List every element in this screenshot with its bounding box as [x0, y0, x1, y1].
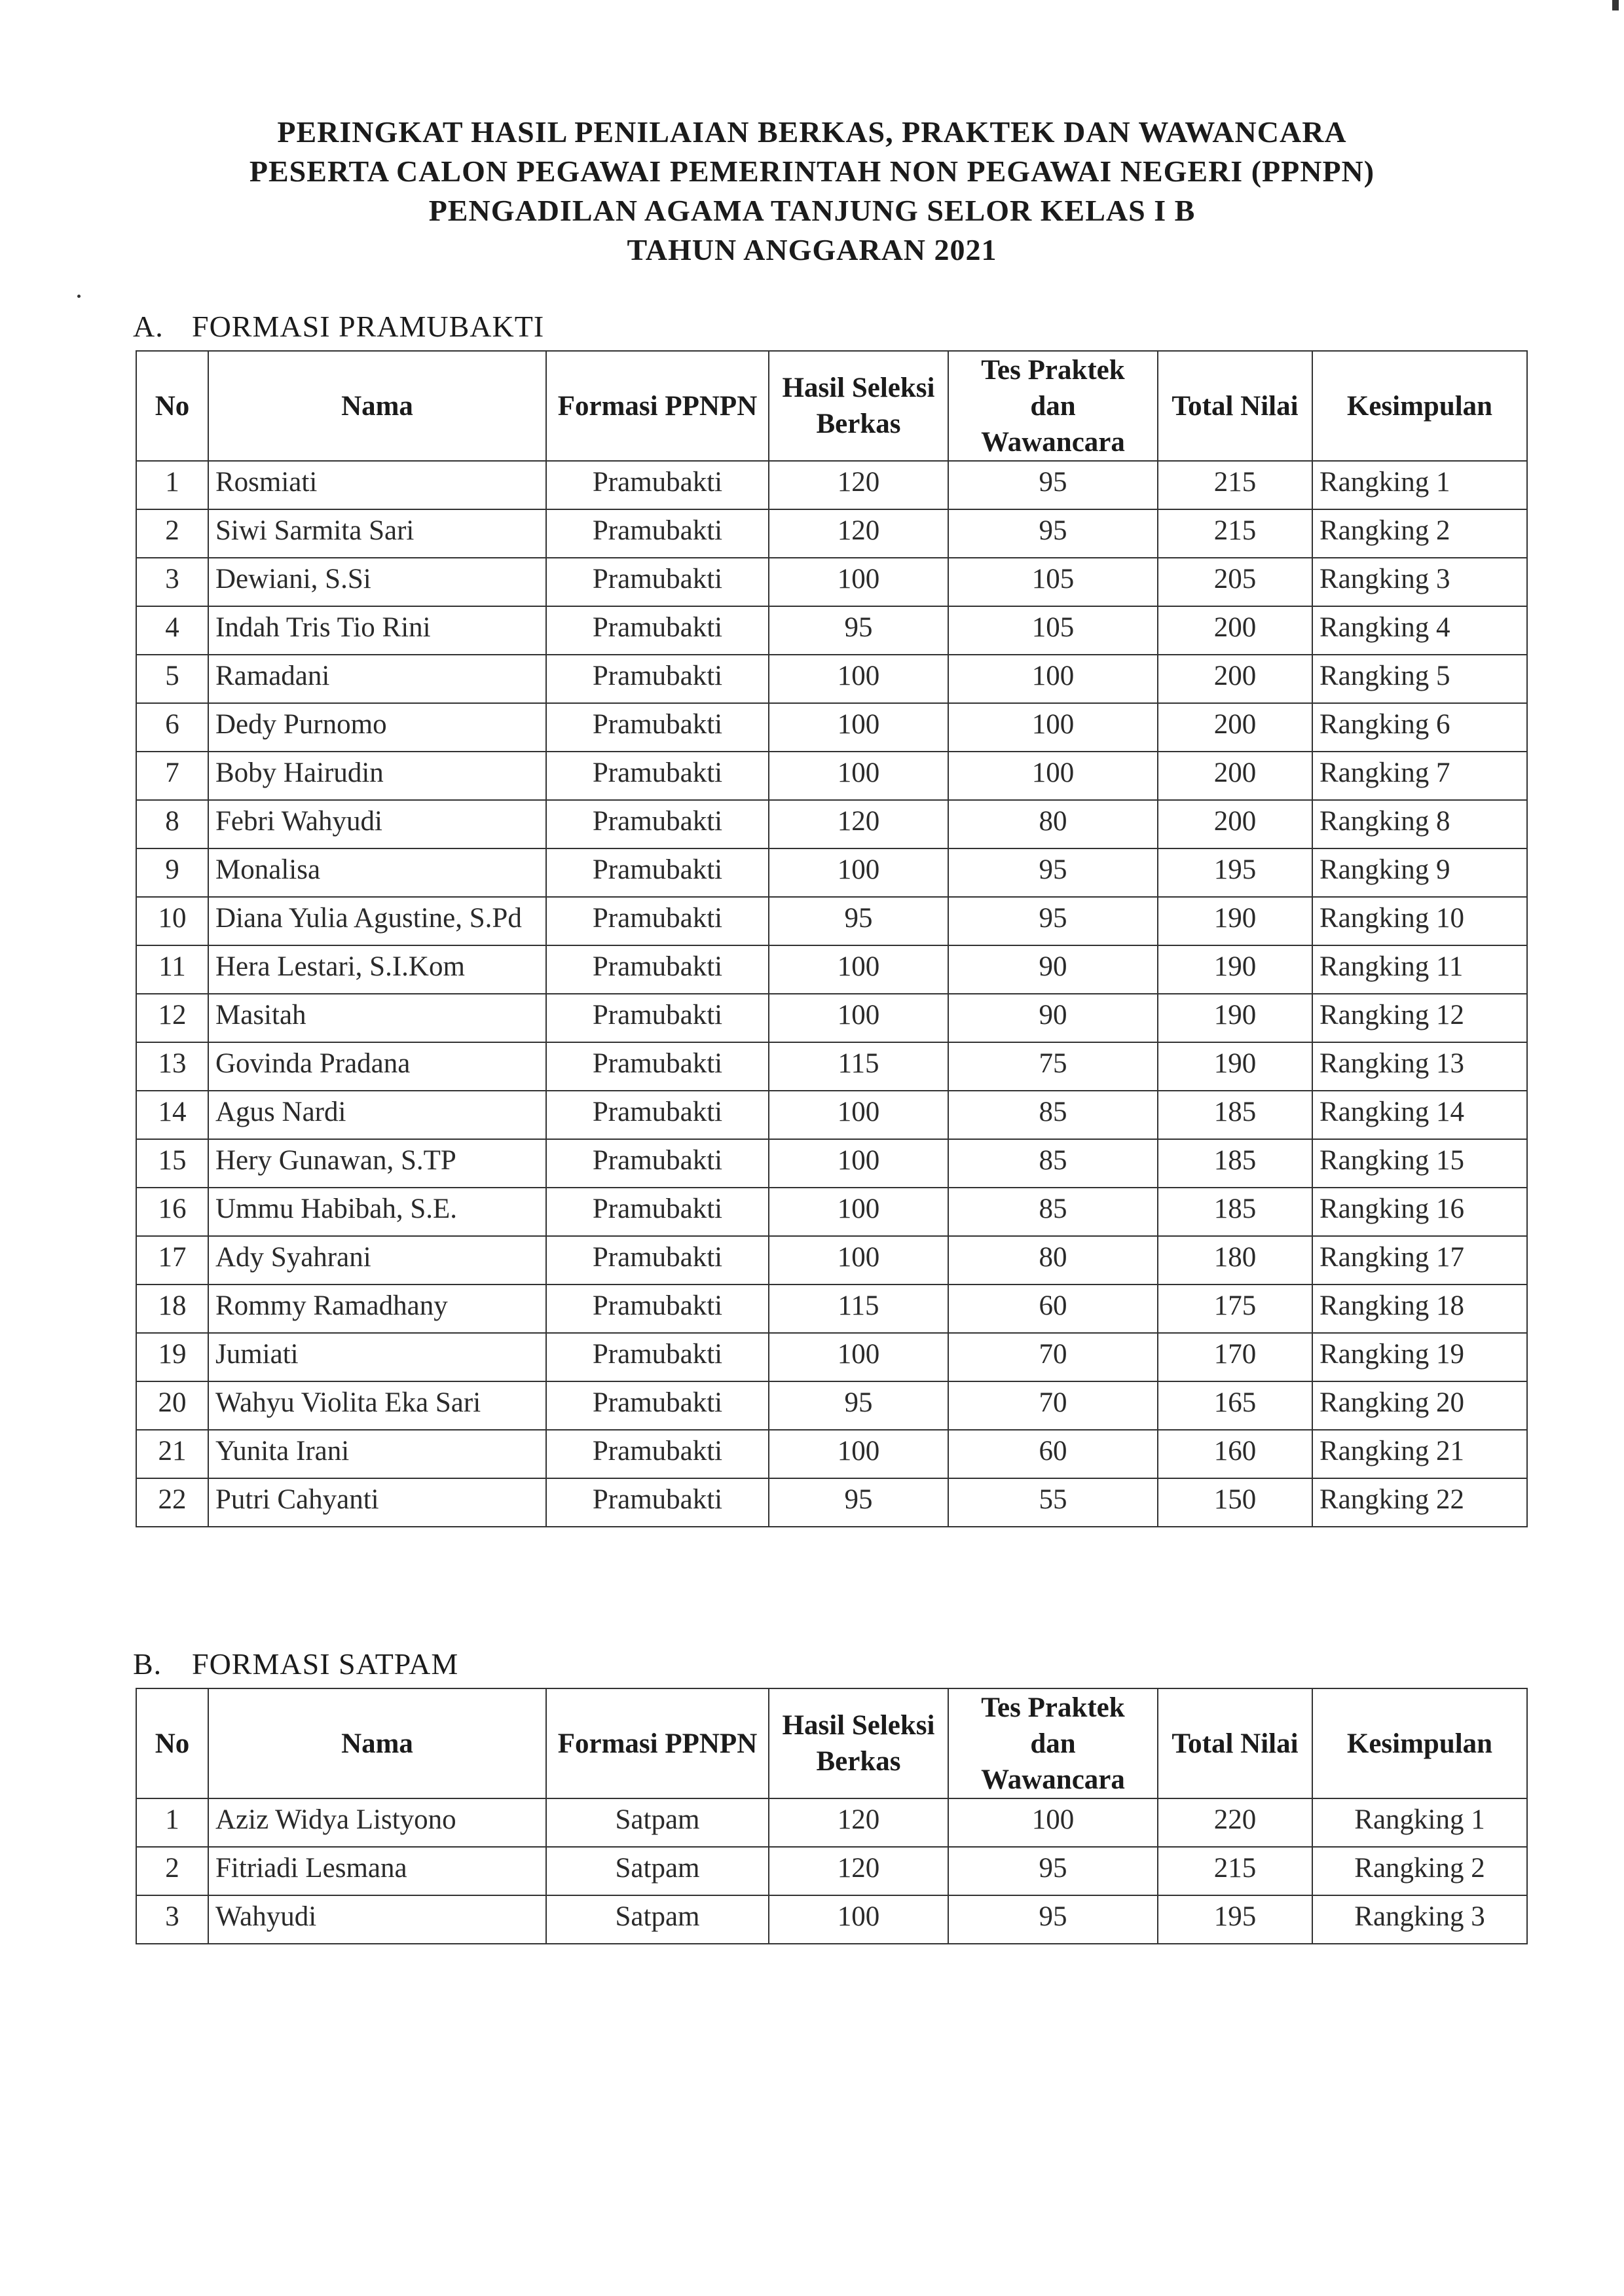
column-header-kesimpulan: Kesimpulan — [1312, 1688, 1527, 1798]
cell-praktek: 80 — [948, 800, 1158, 848]
cell-kesimpulan: Rangking 17 — [1312, 1236, 1527, 1285]
table-row — [136, 461, 1527, 509]
cell-nama: Jumiati — [208, 1333, 546, 1381]
column-header-formasi: Formasi PPNPN — [546, 351, 769, 461]
column-header-formasi: Formasi PPNPN — [546, 1688, 769, 1798]
cell-no: 1 — [136, 461, 208, 509]
cell-kesimpulan: Rangking 20 — [1312, 1381, 1527, 1430]
cell-total: 190 — [1158, 897, 1312, 945]
cell-berkas: 100 — [769, 1139, 948, 1188]
cell-kesimpulan: Rangking 2 — [1312, 509, 1527, 558]
table-row — [136, 1847, 1527, 1895]
ranking-table-satpam — [136, 1688, 1528, 1944]
cell-praktek: 55 — [948, 1478, 1158, 1527]
cell-formasi: Pramubakti — [546, 606, 769, 655]
cell-berkas: 115 — [769, 1042, 948, 1091]
cell-kesimpulan: Rangking 11 — [1312, 945, 1527, 994]
cell-no: 15 — [136, 1139, 208, 1188]
table-row — [136, 945, 1527, 994]
cell-nama: Rommy Ramadhany — [208, 1285, 546, 1333]
table-row — [136, 994, 1527, 1042]
title-line-1: PERINGKAT HASIL PENILAIAN BERKAS, PRAKTEK DAN WAWANCARA — [277, 115, 1347, 149]
cell-kesimpulan: Rangking 22 — [1312, 1478, 1527, 1527]
table-row — [136, 1430, 1527, 1478]
table-row — [136, 655, 1527, 703]
cell-total: 185 — [1158, 1139, 1312, 1188]
cell-no: 12 — [136, 994, 208, 1042]
cell-berkas: 95 — [769, 1381, 948, 1430]
cell-praktek: 75 — [948, 1042, 1158, 1091]
cell-praktek: 100 — [948, 1798, 1158, 1847]
cell-nama: Siwi Sarmita Sari — [208, 509, 546, 558]
table-row — [136, 848, 1527, 897]
table-header-row — [136, 1688, 1527, 1798]
cell-kesimpulan: Rangking 4 — [1312, 606, 1527, 655]
cell-kesimpulan: Rangking 3 — [1312, 558, 1527, 606]
cell-praktek: 100 — [948, 752, 1158, 800]
cell-berkas: 95 — [769, 897, 948, 945]
cell-nama: Aziz Widya Listyono — [208, 1798, 546, 1847]
cell-nama: Dedy Purnomo — [208, 703, 546, 752]
cell-formasi: Pramubakti — [546, 994, 769, 1042]
cell-no: 3 — [136, 1895, 208, 1944]
table-row — [136, 1478, 1527, 1527]
cell-total: 215 — [1158, 509, 1312, 558]
cell-total: 190 — [1158, 1042, 1312, 1091]
cell-praktek: 95 — [948, 1895, 1158, 1944]
column-header-no: No — [136, 351, 208, 461]
cell-praktek: 85 — [948, 1091, 1158, 1139]
cell-kesimpulan: Rangking 14 — [1312, 1091, 1527, 1139]
cell-berkas: 100 — [769, 1333, 948, 1381]
cell-formasi: Satpam — [546, 1798, 769, 1847]
cell-berkas: 100 — [769, 1430, 948, 1478]
cell-berkas: 100 — [769, 703, 948, 752]
cell-nama: Febri Wahyudi — [208, 800, 546, 848]
column-header-praktek: Tes Praktek dan Wawancara — [948, 1688, 1158, 1798]
cell-formasi: Pramubakti — [546, 1381, 769, 1430]
cell-praktek: 85 — [948, 1188, 1158, 1236]
cell-praktek: 85 — [948, 1139, 1158, 1188]
table-row — [136, 703, 1527, 752]
cell-nama: Ummu Habibah, S.E. — [208, 1188, 546, 1236]
cell-nama: Diana Yulia Agustine, S.Pd — [208, 897, 546, 945]
cell-berkas: 100 — [769, 1236, 948, 1285]
table-body — [136, 1798, 1527, 1944]
cell-nama: Wahyudi — [208, 1895, 546, 1944]
cell-no: 3 — [136, 558, 208, 606]
scan-mark-top-right — [1612, 0, 1619, 10]
cell-berkas: 100 — [769, 558, 948, 606]
table-row — [136, 1381, 1527, 1430]
cell-no: 22 — [136, 1478, 208, 1527]
cell-praktek: 105 — [948, 558, 1158, 606]
cell-praktek: 95 — [948, 461, 1158, 509]
cell-berkas: 100 — [769, 1091, 948, 1139]
cell-no: 16 — [136, 1188, 208, 1236]
ranking-table-pramubakti — [136, 350, 1528, 1527]
cell-no: 7 — [136, 752, 208, 800]
cell-formasi: Pramubakti — [546, 848, 769, 897]
cell-kesimpulan: Rangking 21 — [1312, 1430, 1527, 1478]
section-heading-pramubakti — [133, 309, 544, 344]
cell-berkas: 95 — [769, 1478, 948, 1527]
table-row — [136, 1895, 1527, 1944]
table-row — [136, 509, 1527, 558]
cell-kesimpulan: Rangking 10 — [1312, 897, 1527, 945]
column-header-no: No — [136, 1688, 208, 1798]
cell-kesimpulan: Rangking 2 — [1312, 1847, 1527, 1895]
cell-berkas: 100 — [769, 752, 948, 800]
table-body — [136, 461, 1527, 1527]
scan-dot-left — [77, 295, 81, 298]
table-row — [136, 1188, 1527, 1236]
cell-berkas: 100 — [769, 655, 948, 703]
cell-berkas: 115 — [769, 1285, 948, 1333]
cell-kesimpulan: Rangking 19 — [1312, 1333, 1527, 1381]
cell-nama: Ady Syahrani — [208, 1236, 546, 1285]
cell-praktek: 70 — [948, 1333, 1158, 1381]
cell-kesimpulan: Rangking 5 — [1312, 655, 1527, 703]
cell-no: 17 — [136, 1236, 208, 1285]
cell-no: 21 — [136, 1430, 208, 1478]
section-title: FORMASI SATPAM — [192, 1647, 459, 1681]
cell-praktek: 80 — [948, 1236, 1158, 1285]
cell-praktek: 60 — [948, 1430, 1158, 1478]
cell-praktek: 90 — [948, 994, 1158, 1042]
cell-nama: Masitah — [208, 994, 546, 1042]
cell-no: 9 — [136, 848, 208, 897]
cell-kesimpulan: Rangking 9 — [1312, 848, 1527, 897]
section-title: FORMASI PRAMUBAKTI — [192, 310, 545, 343]
cell-no: 8 — [136, 800, 208, 848]
title-line-3: PENGADILAN AGAMA TANJUNG SELOR KELAS I B — [428, 194, 1196, 227]
cell-total: 165 — [1158, 1381, 1312, 1430]
cell-berkas: 100 — [769, 1188, 948, 1236]
cell-no: 2 — [136, 1847, 208, 1895]
cell-praktek: 95 — [948, 897, 1158, 945]
table-row — [136, 1333, 1527, 1381]
cell-kesimpulan: Rangking 16 — [1312, 1188, 1527, 1236]
cell-praktek: 95 — [948, 848, 1158, 897]
cell-no: 20 — [136, 1381, 208, 1430]
cell-formasi: Pramubakti — [546, 655, 769, 703]
table-row — [136, 1042, 1527, 1091]
cell-formasi: Pramubakti — [546, 1139, 769, 1188]
cell-no: 13 — [136, 1042, 208, 1091]
cell-no: 4 — [136, 606, 208, 655]
table-header-row — [136, 351, 1527, 461]
table-row — [136, 1285, 1527, 1333]
cell-no: 10 — [136, 897, 208, 945]
cell-formasi: Pramubakti — [546, 1091, 769, 1139]
cell-total: 220 — [1158, 1798, 1312, 1847]
cell-total: 215 — [1158, 1847, 1312, 1895]
cell-total: 195 — [1158, 1895, 1312, 1944]
cell-total: 200 — [1158, 606, 1312, 655]
table-row — [136, 752, 1527, 800]
cell-no: 11 — [136, 945, 208, 994]
cell-praktek: 60 — [948, 1285, 1158, 1333]
cell-total: 200 — [1158, 800, 1312, 848]
cell-kesimpulan: Rangking 13 — [1312, 1042, 1527, 1091]
table-row — [136, 1139, 1527, 1188]
cell-berkas: 120 — [769, 1847, 948, 1895]
cell-total: 195 — [1158, 848, 1312, 897]
table-row — [136, 558, 1527, 606]
cell-praktek: 70 — [948, 1381, 1158, 1430]
cell-formasi: Pramubakti — [546, 1042, 769, 1091]
cell-kesimpulan: Rangking 1 — [1312, 461, 1527, 509]
cell-total: 215 — [1158, 461, 1312, 509]
cell-nama: Hera Lestari, S.I.Kom — [208, 945, 546, 994]
cell-berkas: 120 — [769, 461, 948, 509]
cell-total: 175 — [1158, 1285, 1312, 1333]
column-header-berkas: Hasil Seleksi Berkas — [769, 1688, 948, 1798]
cell-nama: Putri Cahyanti — [208, 1478, 546, 1527]
cell-formasi: Pramubakti — [546, 1478, 769, 1527]
cell-formasi: Pramubakti — [546, 509, 769, 558]
cell-nama: Boby Hairudin — [208, 752, 546, 800]
cell-total: 170 — [1158, 1333, 1312, 1381]
cell-nama: Dewiani, S.Si — [208, 558, 546, 606]
cell-formasi: Pramubakti — [546, 703, 769, 752]
cell-no: 14 — [136, 1091, 208, 1139]
cell-kesimpulan: Rangking 1 — [1312, 1798, 1527, 1847]
cell-nama: Wahyu Violita Eka Sari — [208, 1381, 546, 1430]
table-row — [136, 897, 1527, 945]
cell-nama: Hery Gunawan, S.TP — [208, 1139, 546, 1188]
cell-total: 190 — [1158, 994, 1312, 1042]
cell-kesimpulan: Rangking 12 — [1312, 994, 1527, 1042]
cell-no: 2 — [136, 509, 208, 558]
cell-nama: Agus Nardi — [208, 1091, 546, 1139]
cell-nama: Govinda Pradana — [208, 1042, 546, 1091]
column-header-nama: Nama — [208, 351, 546, 461]
title-line-2: PESERTA CALON PEGAWAI PEMERINTAH NON PEGAWAI NEGERI (PPNPN) — [249, 155, 1375, 188]
cell-total: 150 — [1158, 1478, 1312, 1527]
cell-total: 205 — [1158, 558, 1312, 606]
section-heading-satpam — [133, 1647, 458, 1681]
document-title — [0, 113, 1624, 270]
cell-berkas: 100 — [769, 945, 948, 994]
cell-formasi: Pramubakti — [546, 1333, 769, 1381]
cell-praktek: 100 — [948, 703, 1158, 752]
column-header-berkas: Hasil Seleksi Berkas — [769, 351, 948, 461]
cell-berkas: 95 — [769, 606, 948, 655]
cell-kesimpulan: Rangking 3 — [1312, 1895, 1527, 1944]
cell-total: 200 — [1158, 655, 1312, 703]
table-row — [136, 1091, 1527, 1139]
section-letter: B. — [133, 1647, 162, 1681]
cell-no: 5 — [136, 655, 208, 703]
cell-praktek: 90 — [948, 945, 1158, 994]
cell-nama: Fitriadi Lesmana — [208, 1847, 546, 1895]
section-letter: A. — [133, 310, 164, 343]
cell-no: 1 — [136, 1798, 208, 1847]
cell-kesimpulan: Rangking 15 — [1312, 1139, 1527, 1188]
table-row — [136, 800, 1527, 848]
cell-total: 190 — [1158, 945, 1312, 994]
column-header-kesimpulan: Kesimpulan — [1312, 351, 1527, 461]
cell-berkas: 120 — [769, 800, 948, 848]
cell-berkas: 100 — [769, 1895, 948, 1944]
cell-formasi: Pramubakti — [546, 1236, 769, 1285]
cell-formasi: Pramubakti — [546, 945, 769, 994]
cell-kesimpulan: Rangking 8 — [1312, 800, 1527, 848]
cell-total: 200 — [1158, 752, 1312, 800]
cell-nama: Rosmiati — [208, 461, 546, 509]
cell-formasi: Pramubakti — [546, 897, 769, 945]
cell-praktek: 105 — [948, 606, 1158, 655]
cell-kesimpulan: Rangking 6 — [1312, 703, 1527, 752]
cell-kesimpulan: Rangking 18 — [1312, 1285, 1527, 1333]
cell-berkas: 120 — [769, 1798, 948, 1847]
cell-nama: Monalisa — [208, 848, 546, 897]
cell-total: 200 — [1158, 703, 1312, 752]
cell-no: 19 — [136, 1333, 208, 1381]
cell-formasi: Satpam — [546, 1895, 769, 1944]
table-row — [136, 606, 1527, 655]
cell-formasi: Pramubakti — [546, 558, 769, 606]
cell-berkas: 100 — [769, 848, 948, 897]
cell-praktek: 95 — [948, 1847, 1158, 1895]
cell-no: 18 — [136, 1285, 208, 1333]
cell-formasi: Pramubakti — [546, 800, 769, 848]
cell-formasi: Pramubakti — [546, 1430, 769, 1478]
column-header-praktek: Tes Praktek dan Wawancara — [948, 351, 1158, 461]
cell-praktek: 100 — [948, 655, 1158, 703]
cell-berkas: 120 — [769, 509, 948, 558]
cell-nama: Indah Tris Tio Rini — [208, 606, 546, 655]
cell-kesimpulan: Rangking 7 — [1312, 752, 1527, 800]
cell-praktek: 95 — [948, 509, 1158, 558]
table-row — [136, 1798, 1527, 1847]
cell-total: 160 — [1158, 1430, 1312, 1478]
cell-formasi: Pramubakti — [546, 1285, 769, 1333]
column-header-nama: Nama — [208, 1688, 546, 1798]
cell-total: 180 — [1158, 1236, 1312, 1285]
cell-formasi: Pramubakti — [546, 752, 769, 800]
cell-formasi: Pramubakti — [546, 1188, 769, 1236]
column-header-total: Total Nilai — [1158, 1688, 1312, 1798]
cell-nama: Yunita Irani — [208, 1430, 546, 1478]
cell-formasi: Pramubakti — [546, 461, 769, 509]
column-header-total: Total Nilai — [1158, 351, 1312, 461]
cell-total: 185 — [1158, 1091, 1312, 1139]
cell-no: 6 — [136, 703, 208, 752]
cell-nama: Ramadani — [208, 655, 546, 703]
title-line-4: TAHUN ANGGARAN 2021 — [627, 233, 997, 266]
cell-total: 185 — [1158, 1188, 1312, 1236]
table-row — [136, 1236, 1527, 1285]
cell-formasi: Satpam — [546, 1847, 769, 1895]
cell-berkas: 100 — [769, 994, 948, 1042]
